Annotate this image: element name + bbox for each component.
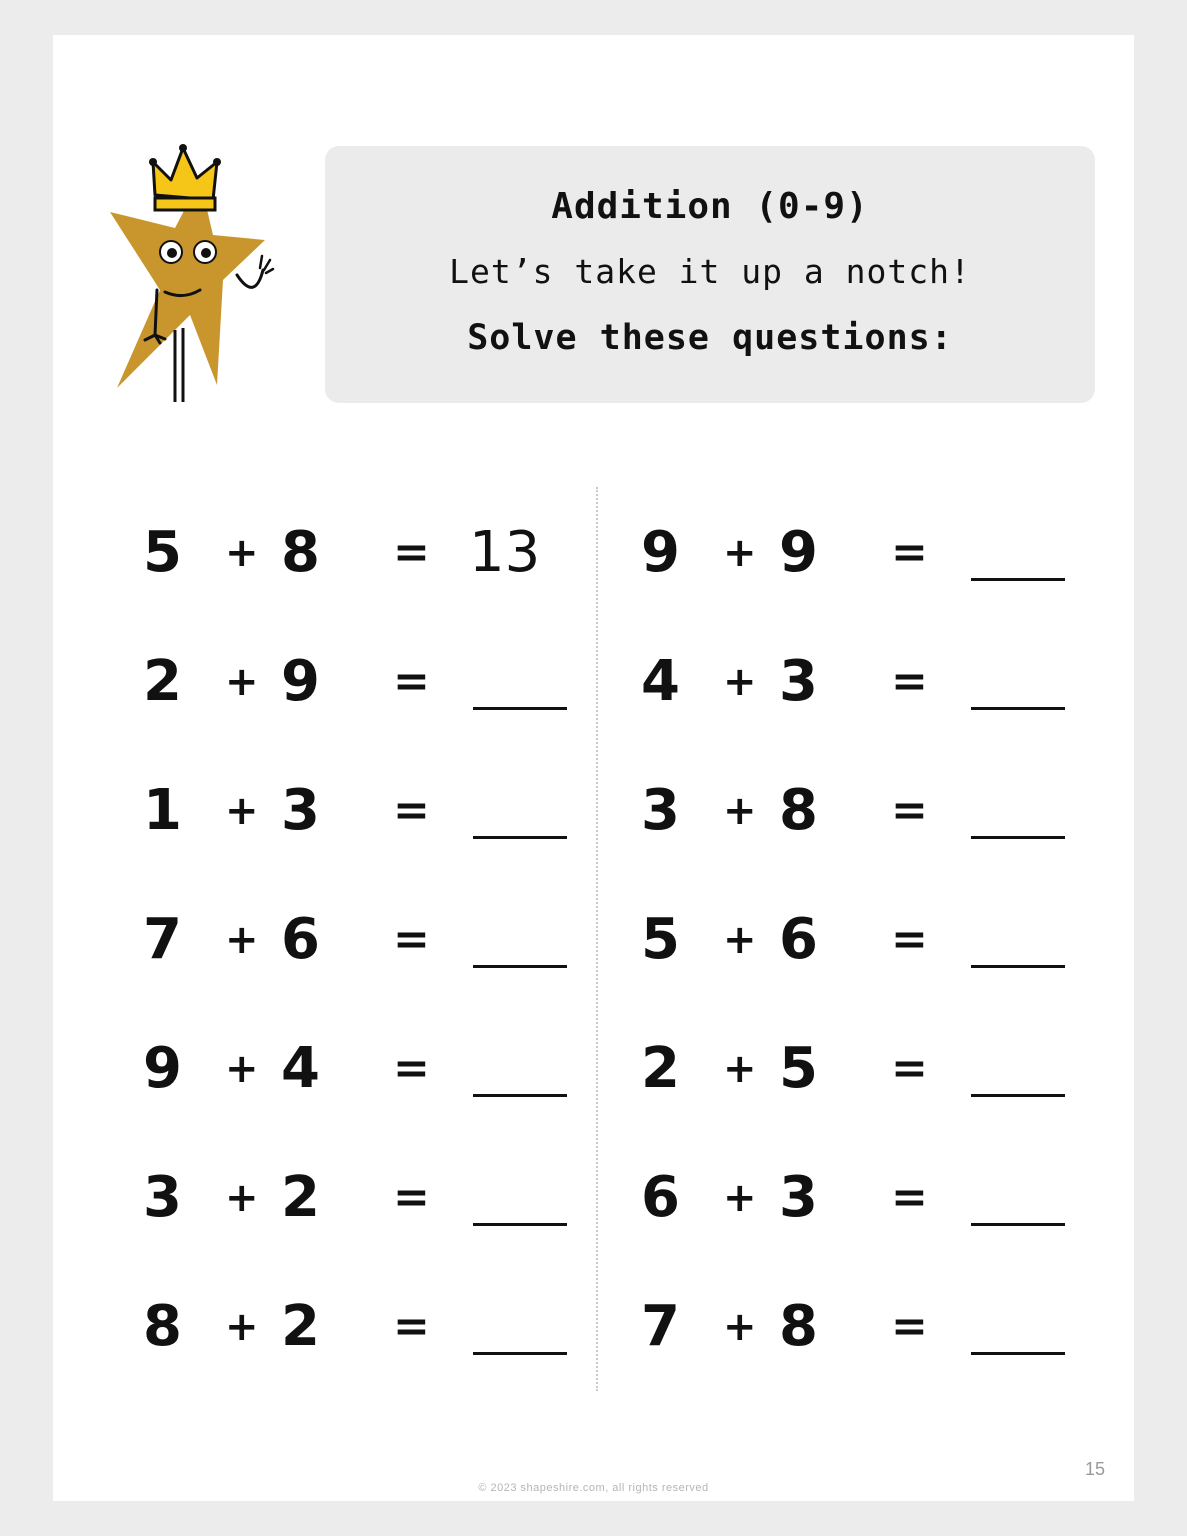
column-divider [596, 487, 598, 1391]
first-addend: 6 [641, 1165, 680, 1230]
second-addend: 9 [281, 649, 320, 714]
plus-sign: + [225, 530, 259, 576]
equals-sign: = [393, 1043, 430, 1094]
problem-row [641, 1292, 1081, 1362]
plus-sign: + [225, 788, 259, 834]
second-addend: 9 [779, 520, 818, 585]
plus-sign: + [225, 659, 259, 705]
answer-blank[interactable] [971, 707, 1065, 710]
plus-sign: + [225, 917, 259, 963]
first-addend: 2 [641, 1036, 680, 1101]
first-addend: 1 [143, 778, 182, 843]
plus-sign: + [723, 1175, 757, 1221]
problem-row [641, 1034, 1081, 1104]
worksheet-title: Addition (0-9) [551, 186, 869, 227]
copyright-footer: © 2023 shapeshire.com, all rights reserved [478, 1482, 709, 1494]
star-with-crown-icon [105, 140, 285, 410]
equals-sign: = [891, 1043, 928, 1094]
worksheet-instruction: Solve these questions: [467, 318, 953, 358]
answer-blank[interactable] [473, 1094, 567, 1097]
problem-row [143, 1163, 583, 1233]
plus-sign: + [225, 1175, 259, 1221]
equals-sign: = [393, 914, 430, 965]
equals-sign: = [891, 914, 928, 965]
first-addend: 7 [641, 1294, 680, 1359]
second-addend: 5 [779, 1036, 818, 1101]
answer-blank[interactable] [473, 836, 567, 839]
second-addend: 8 [779, 778, 818, 843]
first-addend: 9 [641, 520, 680, 585]
page-number: 15 [1084, 1459, 1106, 1479]
header-box [325, 146, 1095, 403]
plus-sign: + [723, 788, 757, 834]
problem-row [143, 776, 583, 846]
first-addend: 5 [641, 907, 680, 972]
problem-row [641, 1163, 1081, 1233]
worksheet-subtitle: Let’s take it up a notch! [449, 252, 971, 291]
first-addend: 9 [143, 1036, 182, 1101]
plus-sign: + [225, 1046, 259, 1092]
equals-sign: = [891, 1172, 928, 1223]
problem-row [143, 1034, 583, 1104]
first-addend: 3 [143, 1165, 182, 1230]
problem-row [143, 905, 583, 975]
answer-blank[interactable] [473, 1352, 567, 1355]
problem-row [641, 776, 1081, 846]
first-addend: 4 [641, 649, 680, 714]
second-addend: 8 [779, 1294, 818, 1359]
plus-sign: + [723, 1304, 757, 1350]
second-addend: 2 [281, 1294, 320, 1359]
equals-sign: = [393, 656, 430, 707]
answer-blank[interactable] [473, 965, 567, 968]
answer-blank[interactable] [473, 707, 567, 710]
first-addend: 7 [143, 907, 182, 972]
second-addend: 3 [281, 778, 320, 843]
second-addend: 8 [281, 520, 320, 585]
answer-blank[interactable] [971, 965, 1065, 968]
plus-sign: + [723, 1046, 757, 1092]
second-addend: 2 [281, 1165, 320, 1230]
first-addend: 3 [641, 778, 680, 843]
answer-blank[interactable] [971, 1223, 1065, 1226]
answer-blank[interactable] [971, 836, 1065, 839]
equals-sign: = [393, 785, 430, 836]
equals-sign: = [393, 1172, 430, 1223]
problem-row [143, 1292, 583, 1362]
second-addend: 3 [779, 649, 818, 714]
second-addend: 3 [779, 1165, 818, 1230]
first-addend: 5 [143, 520, 182, 585]
answer-blank[interactable] [971, 1352, 1065, 1355]
problem-row [641, 647, 1081, 717]
second-addend: 6 [779, 907, 818, 972]
first-addend: 8 [143, 1294, 182, 1359]
answer-text: 13 [469, 520, 541, 585]
second-addend: 4 [281, 1036, 320, 1101]
problem-row [641, 905, 1081, 975]
plus-sign: + [723, 530, 757, 576]
equals-sign: = [891, 527, 928, 578]
plus-sign: + [723, 917, 757, 963]
plus-sign: + [723, 659, 757, 705]
problem-row [641, 518, 1081, 588]
plus-sign: + [225, 1304, 259, 1350]
second-addend: 6 [281, 907, 320, 972]
equals-sign: = [393, 527, 430, 578]
equals-sign: = [891, 656, 928, 707]
first-addend: 2 [143, 649, 182, 714]
equals-sign: = [891, 785, 928, 836]
problem-row [143, 647, 583, 717]
answer-blank[interactable] [971, 578, 1065, 581]
answer-blank[interactable] [971, 1094, 1065, 1097]
answer-blank[interactable] [473, 1223, 567, 1226]
equals-sign: = [393, 1301, 430, 1352]
equals-sign: = [891, 1301, 928, 1352]
problem-row [143, 518, 583, 588]
